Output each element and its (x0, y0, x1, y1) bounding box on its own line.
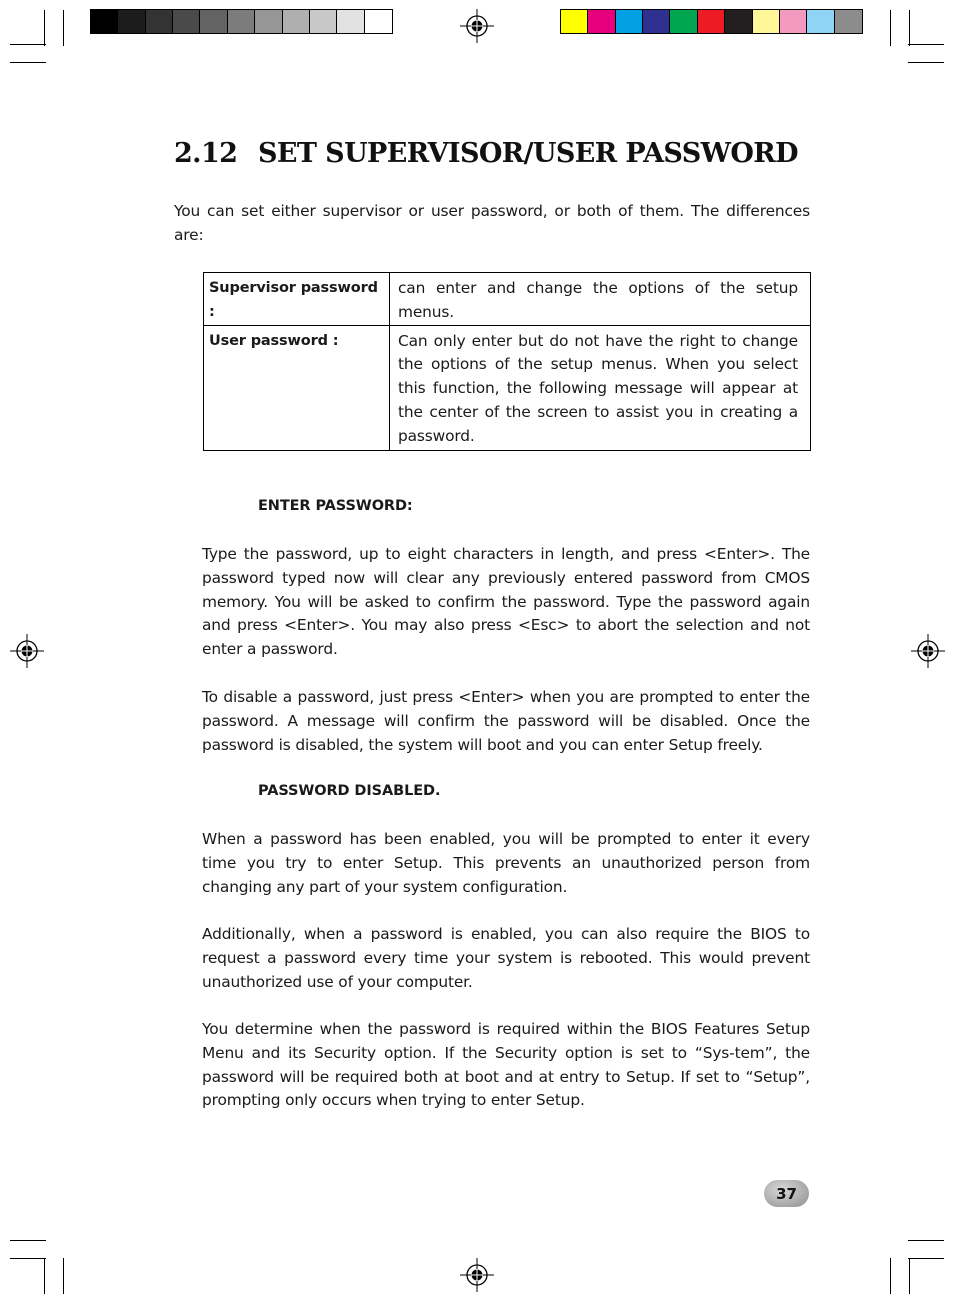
registration-mark-bottom-icon (460, 1258, 494, 1292)
color-swatch (670, 10, 697, 33)
color-swatch (588, 10, 615, 33)
table-term: Supervisor password : (204, 273, 390, 326)
section-heading (174, 138, 798, 169)
table-row (204, 273, 811, 326)
enter-password-label: ENTER PASSWORD: (258, 498, 413, 514)
crop-mark-bottom-left-v (44, 1258, 45, 1294)
color-swatch (725, 10, 752, 33)
table-definition: can enter and change the options of the setup menus. (390, 273, 811, 326)
color-swatch (780, 10, 807, 33)
color-swatch (146, 10, 173, 33)
body-paragraph: Additionally, when a password is enabled, you can also require the BIOS to request a password every time your system is rebooted. This would prevent unauthorized use of your computer. (202, 925, 810, 991)
color-swatch (616, 10, 643, 33)
page-number-badge (764, 1180, 809, 1207)
crop-mark-top-left-v (44, 10, 45, 46)
table-definition: Can only enter but do not have the right to change the options of the setup menus. When you select this function, the following message will appear at the center of the screen to assist you in creating a password. (390, 325, 811, 450)
color-swatch (91, 10, 118, 33)
color-swatch (365, 10, 392, 33)
crop-mark-top-right-v2 (890, 10, 891, 46)
color-swatch (173, 10, 200, 33)
crop-mark-bottom-right-h2 (908, 1258, 944, 1259)
section-title: SET SUPERVISOR/USER PASSWORD (258, 138, 798, 169)
crop-mark-bottom-right-h (908, 1240, 944, 1241)
color-swatch (228, 10, 255, 33)
table-row (204, 325, 811, 450)
color-swatch (753, 10, 780, 33)
crop-mark-top-left-h2 (10, 62, 46, 63)
crop-mark-top-left-h (10, 44, 46, 45)
color-swatch (200, 10, 227, 33)
password-types-table (203, 272, 811, 451)
color-calibration-bar (560, 9, 863, 34)
crop-mark-bottom-right-v (909, 1258, 910, 1294)
table-term: User password : (204, 325, 390, 450)
color-swatch (643, 10, 670, 33)
intro-paragraph: You can set either supervisor or user password, or both of them. The differences are: (174, 202, 810, 244)
color-swatch (698, 10, 725, 33)
color-swatch (337, 10, 364, 33)
crop-mark-top-left-v2 (63, 10, 64, 46)
body-paragraph: To disable a password, just press <Enter> when you are prompted to enter the password. A message will confirm the password will be disabled. Once the password is disabled, the system will boot and you can enter Setup freely. (202, 688, 810, 754)
color-swatch (807, 10, 834, 33)
color-swatch (835, 10, 862, 33)
crop-mark-top-right-h2 (908, 62, 944, 63)
color-swatch (283, 10, 310, 33)
color-swatch (310, 10, 337, 33)
crop-mark-bottom-left-h2 (10, 1258, 46, 1259)
crop-mark-top-right-v (909, 10, 910, 46)
color-swatch (118, 10, 145, 33)
body-paragraph: You determine when the password is required within the BIOS Features Setup Menu and its Security option. If the Security option is set to “Sys-tem”, the password will be required both at boot and at entry to Setup. If set to “Setup”, prompting only occurs when trying to enter Setup. (202, 1020, 810, 1110)
registration-mark-top-icon (460, 9, 494, 43)
crop-mark-bottom-left-v2 (63, 1258, 64, 1294)
registration-mark-right-icon (911, 634, 945, 668)
body-paragraph: Type the password, up to eight characters in length, and press <Enter>. The password typed now will clear any previously entered password from CMOS memory. You will be asked to confirm the password. Type the password again and press <Enter>. You may also press <Esc> to abort the selection and not enter a password. (202, 545, 810, 659)
registration-mark-left-icon (10, 634, 44, 668)
crop-mark-bottom-left-h (10, 1240, 46, 1241)
color-swatch (255, 10, 282, 33)
color-swatch (561, 10, 588, 33)
grayscale-calibration-bar (90, 9, 393, 34)
password-disabled-label: PASSWORD DISABLED. (258, 783, 441, 799)
section-number: 2.12 (174, 138, 238, 169)
crop-mark-top-right-h (908, 44, 944, 45)
page-number: 37 (776, 1184, 797, 1203)
crop-mark-bottom-right-v2 (890, 1258, 891, 1294)
body-paragraph: When a password has been enabled, you will be prompted to enter it every time you try to enter Setup. This prevents an unauthorized person from changing any part of your system configuration. (202, 830, 810, 896)
